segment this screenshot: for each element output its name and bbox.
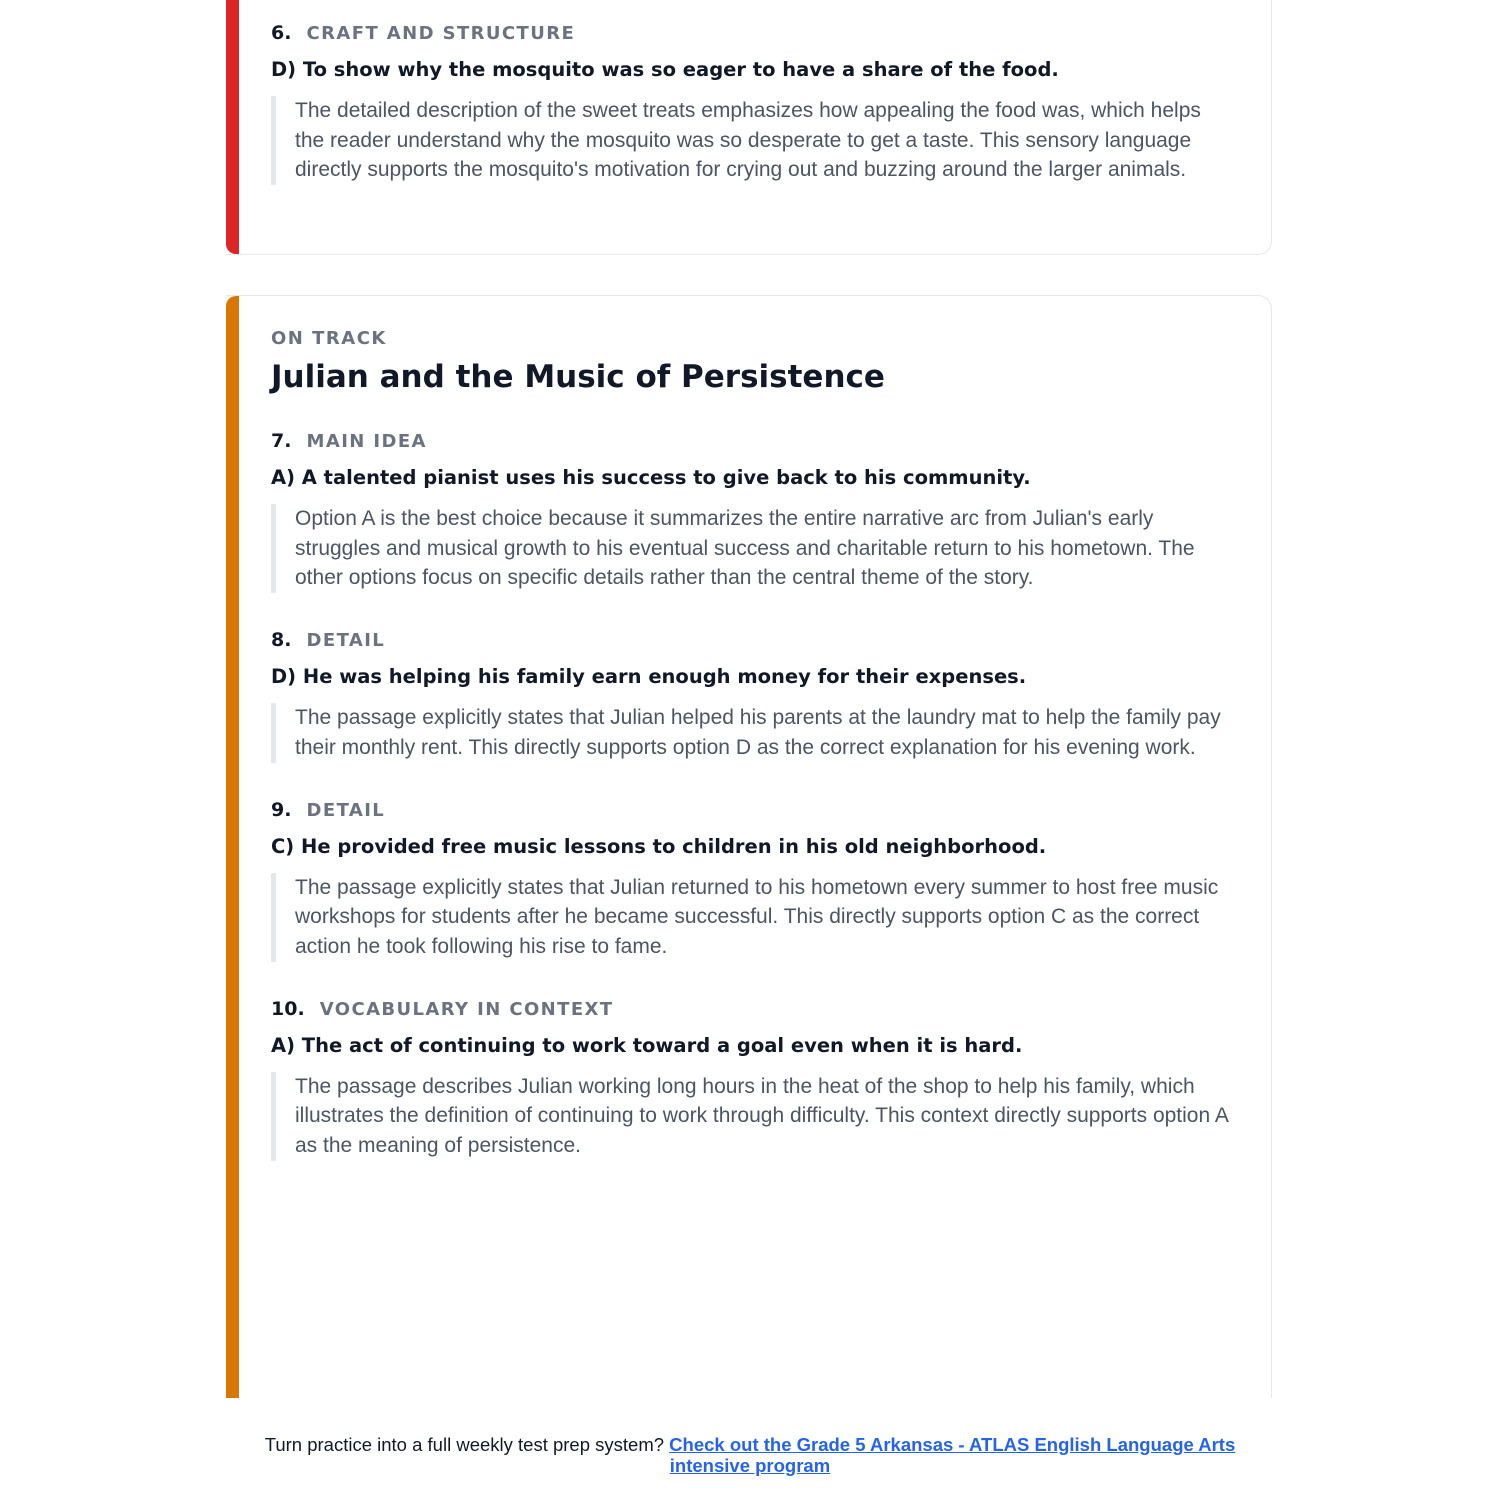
answer-explanation: The passage describes Julian working long hours in the heat of the shop to help his family, which illustrates the definition of continuing to work through difficulty. This context directly supports option A as the meaning of persistence.: [271, 1072, 1233, 1161]
question-category: CRAFT AND STRUCTURE: [306, 23, 576, 44]
answer-explanation: Option A is the best choice because it summarizes the entire narrative arc from Julian's early struggles and musical growth to his eventual success and charitable return to his hometown. The other options focus on specific details rather than the central theme of the story.: [271, 504, 1233, 593]
question-card-craft: [226, 0, 1272, 255]
question-item: [271, 997, 1233, 1161]
answer-explanation: The detailed description of the sweet treats emphasizes how appealing the food was, which helps the reader understand why the mosquito was so desperate to get a taste. This sensory language directly supports the mosquito's motivation for crying out and buzzing around the larger animals.: [271, 96, 1233, 185]
question-item: [271, 429, 1233, 593]
question-category: MAIN IDEA: [306, 431, 427, 452]
card-accent-bar: [226, 296, 239, 1398]
question-number: 8.: [271, 629, 292, 652]
question-header: [271, 798, 1233, 822]
question-header: [271, 21, 1233, 45]
question-item: [271, 628, 1233, 762]
correct-answer: D) He was helping his family earn enough money for their expenses.: [271, 665, 1027, 689]
correct-answer: A) A talented pianist uses his success to give back to his community.: [271, 466, 1031, 489]
question-category: VOCABULARY IN CONTEXT: [319, 998, 614, 1020]
card-accent-bar: [226, 0, 239, 254]
question-header: [271, 628, 1233, 652]
card-content: [271, 21, 1233, 185]
question-category: DETAIL: [306, 799, 386, 821]
question-number: 10.: [271, 997, 305, 1020]
answer-explanation: The passage explicitly states that Julian helped his parents at the laundry mat to help the family pay their monthly rent. This directly supports option D as the correct explanation for his evening work.: [271, 703, 1233, 762]
program-link[interactable]: Check out the Grade 5 Arkansas - ATLAS English Language Arts intensive program: [669, 1434, 1236, 1476]
correct-answer: C) He provided free music lessons to children in his old neighborhood.: [271, 834, 1047, 858]
answer-explanation: The passage explicitly states that Julian returned to his hometown every summer to host free music workshops for students after he became successful. This directly supports option C as the correct action he took following his rise to fame.: [271, 873, 1233, 962]
question-item: [271, 21, 1233, 185]
story-card-julian: [226, 295, 1272, 1398]
correct-answer: A) The act of continuing to work toward a goal even when it is hard.: [271, 1033, 1023, 1057]
story-title: Julian and the Music of Persistence: [271, 359, 885, 395]
card-content: [271, 329, 1233, 1161]
correct-answer: D) To show why the mosquito was so eager to have a share of the food.: [271, 58, 1059, 81]
question-number: 9.: [271, 798, 292, 821]
question-header: [271, 429, 1233, 453]
question-number: 6.: [271, 22, 292, 44]
question-item: [271, 798, 1233, 962]
question-number: 7.: [271, 430, 292, 452]
question-header: [271, 997, 1233, 1021]
promo-footer: [226, 1434, 1274, 1476]
question-category: DETAIL: [306, 630, 386, 652]
status-label: ON TRACK: [271, 328, 387, 349]
promo-text: Turn practice into a full weekly test prep system?: [264, 1434, 670, 1455]
